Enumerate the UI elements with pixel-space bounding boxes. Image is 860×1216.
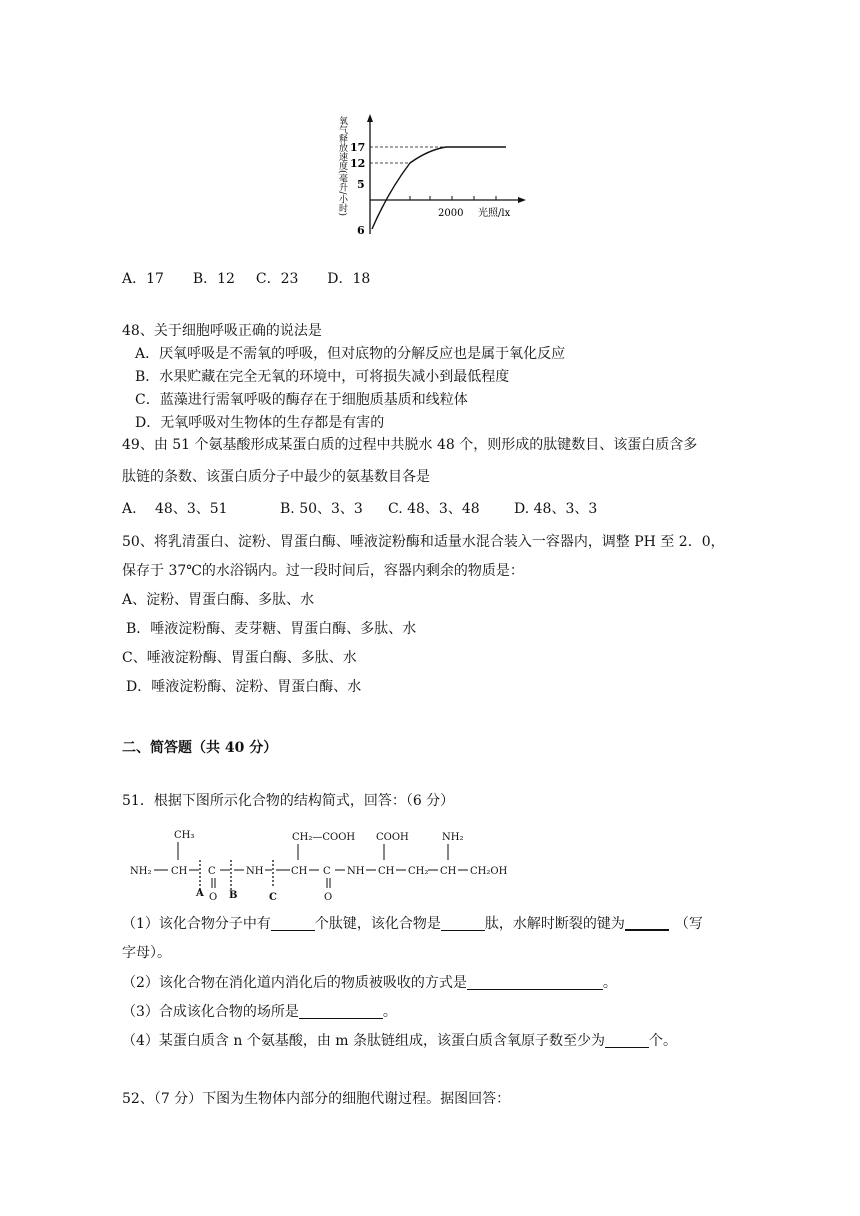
y-axis-arrow: [367, 114, 373, 122]
q50-option-b: B．唾液淀粉酶、麦芽糖、胃蛋白酶、多肽、水: [126, 621, 417, 637]
q51-sub1-line1: [122, 913, 703, 933]
q47-option-b: B．12: [192, 271, 235, 287]
q47-option-a: A．17: [122, 271, 164, 287]
q49-option-b: B. 50、3、3: [280, 501, 363, 517]
bond-label-a: A: [196, 888, 204, 899]
q51-sub3-end: 。: [382, 1004, 397, 1020]
q47-option-d: D．18: [327, 271, 371, 287]
tick-12: 12: [350, 157, 366, 170]
q51-sub4-text: （4）某蛋白质含 n 个氨基酸，由 m 条肽链组成，该蛋白质含氧原子数至少为: [122, 1033, 605, 1049]
q51-sub2-end: 。: [602, 975, 617, 991]
q50-option-d: D．唾液淀粉酶、淀粉、胃蛋白酶、水: [126, 679, 362, 695]
q51-synthesis-site-blank[interactable]: [299, 1004, 383, 1019]
bond-label-b: B: [229, 890, 238, 901]
q51-absorption-blank[interactable]: [467, 975, 603, 990]
q51-sub3-text: （3）合成该化合物的场所是: [122, 1004, 299, 1020]
formula-o-1: O: [209, 892, 218, 903]
q49-option-d: D. 48、3、3: [514, 501, 598, 517]
q50-stem-line2: 保存于 37℃的水浴锅内。过一段时间后，容器内剩余的物质是：: [122, 563, 524, 579]
formula-ch2-cooh: CH₂—COOH: [292, 832, 356, 843]
q48-option-b: B．水果贮藏在完全无氧的环境中，可将损失减小到最低程度: [135, 369, 510, 385]
formula-ch2oh: CH₂OH: [470, 866, 508, 877]
oxygen-release-chart: [328, 112, 528, 242]
tick-5: 5: [357, 178, 365, 191]
formula-ch-4: CH: [440, 866, 457, 877]
q51-peptide-bond-count-blank[interactable]: [271, 916, 315, 931]
formula-ch2: CH₂: [408, 866, 429, 877]
x-axis-arrow: [518, 197, 526, 203]
q48-option-d: D．无氧呼吸对生物体的生存都是有害的: [135, 415, 385, 431]
q51-sub1-text-d: （写: [674, 916, 703, 932]
chart-ylabel: 氧气释放速度(毫升/小时): [337, 116, 347, 217]
formula-nh2-left: NH₂: [130, 866, 152, 877]
tick-neg6: 6: [357, 224, 365, 237]
chart-xlabel: 光照/lx: [478, 208, 511, 219]
formula-nh-1: NH: [246, 866, 264, 877]
formula-ch3: CH₃: [174, 830, 195, 841]
formula-o-2: O: [324, 892, 333, 903]
bond-label-c: C: [269, 892, 277, 903]
q50-option-c: C、唾液淀粉酶、胃蛋白酶、多肽、水: [122, 650, 357, 666]
q51-stem: 51．根据下图所示化合物的结构简式，回答：（6 分）: [122, 793, 455, 809]
q51-sub4: [122, 1030, 677, 1050]
q48-stem: 48、关于细胞呼吸正确的说法是: [122, 323, 322, 339]
q51-sub2: [122, 972, 617, 992]
q51-sub1-text-c: 肽，水解时断裂的键为: [484, 916, 625, 932]
q49-stem-line2: 肽链的条数、该蛋白质分子中最少的氨基数目各是: [122, 469, 430, 485]
q51-sub3: [122, 1001, 397, 1021]
q50-option-a: A、淀粉、胃蛋白酶、多肽、水: [122, 592, 315, 608]
q49-option-a: A. 48、3、51: [122, 501, 228, 517]
formula-ch-2: CH: [291, 866, 308, 877]
q47-option-c: C．23: [255, 271, 299, 287]
q51-sub1-text-a: （1）该化合物分子中有: [122, 916, 271, 932]
q48-option-a: A．厌氧呼吸是不需氧的呼吸，但对底物的分解反应也是属于氧化反应: [135, 346, 566, 362]
q51-peptide-type-blank[interactable]: [441, 916, 485, 931]
formula-ch-3: CH: [378, 866, 395, 877]
tick-17: 17: [350, 141, 366, 154]
formula-c-1: C: [208, 866, 216, 877]
compound-structure-formula: [126, 826, 526, 904]
section-2-title: 二、简答题（共 40 分）: [122, 740, 278, 756]
tick-2000: 2000: [438, 208, 464, 219]
q52-stem: 52、（7 分）下图为生物体内部分的细胞代谢过程。据图回答：: [122, 1091, 511, 1107]
q47-options: [122, 268, 370, 288]
q51-sub1-text-b: 个肽键，该化合物是: [314, 916, 441, 932]
q49-stem-line1: 49、由 51 个氨基酸形成某蛋白质的过程中共脱水 48 个，则形成的肽键数目、该蛋白质含多: [122, 437, 698, 453]
q51-sub1-line2: 字母）。: [122, 945, 171, 961]
q49-option-c: C. 48、3、48: [388, 501, 480, 517]
q48-option-c: C．蓝藻进行需氧呼吸的酶存在于细胞质基质和线粒体: [135, 392, 468, 408]
q50-stem-line1: 50、将乳清蛋白、淀粉、胃蛋白酶、唾液淀粉酶和适量水混合装入一容器内，调整 PH 至 2．0，: [122, 534, 725, 550]
formula-c-2: C: [323, 866, 331, 877]
formula-nh-2: NH: [347, 866, 365, 877]
q51-broken-bond-blank[interactable]: [625, 915, 669, 931]
q51-sub2-text: （2）该化合物在消化道内消化后的物质被吸收的方式是: [122, 975, 467, 991]
q51-sub4-end: 个。: [649, 1033, 677, 1049]
formula-cooh: COOH: [376, 832, 409, 843]
formula-nh2-top: NH₂: [442, 832, 464, 843]
q51-oxygen-count-blank[interactable]: [605, 1033, 649, 1048]
formula-ch-1: CH: [171, 866, 188, 877]
